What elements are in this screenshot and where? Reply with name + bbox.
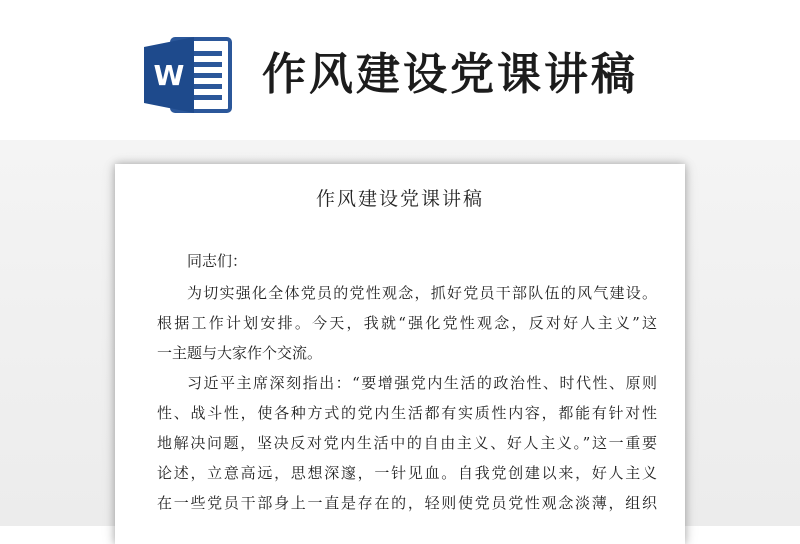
greeting-line: 同志们：	[187, 252, 248, 270]
body-line: 根据工作计划安排。今天，我就“强化党性观念，反对好人主义”这	[157, 314, 657, 332]
body-line: 地解决问题，坚决反对党内生活中的自由主义、好人主义。”这一重要	[157, 434, 657, 452]
document-page	[115, 164, 685, 544]
body-line: 在一些党员干部身上一直是存在的，轻则使党员党性观念淡薄，组织	[157, 494, 657, 512]
header-banner	[0, 0, 800, 140]
body-line: 一主题与大家作个交流。	[157, 344, 323, 362]
body-line: 性、战斗性，使各种方式的党内生活都有实质性内容，都能有针对性	[157, 404, 657, 422]
document-title: 作风建设党课讲稿	[315, 188, 484, 210]
body-line: 习近平主席深刻指出：“要增强党内生活的政治性、时代性、原则	[187, 374, 657, 392]
word-icon-letter: W	[153, 59, 185, 92]
word-icon	[142, 33, 232, 117]
body-line: 论述，立意高远，思想深邃，一针见血。自我党创建以来，好人主义	[157, 464, 657, 482]
banner-title: 作风建设党课讲稿	[262, 49, 638, 100]
body-line: 为切实强化全体党员的党性观念，抓好党员干部队伍的风气建设。	[187, 284, 657, 302]
